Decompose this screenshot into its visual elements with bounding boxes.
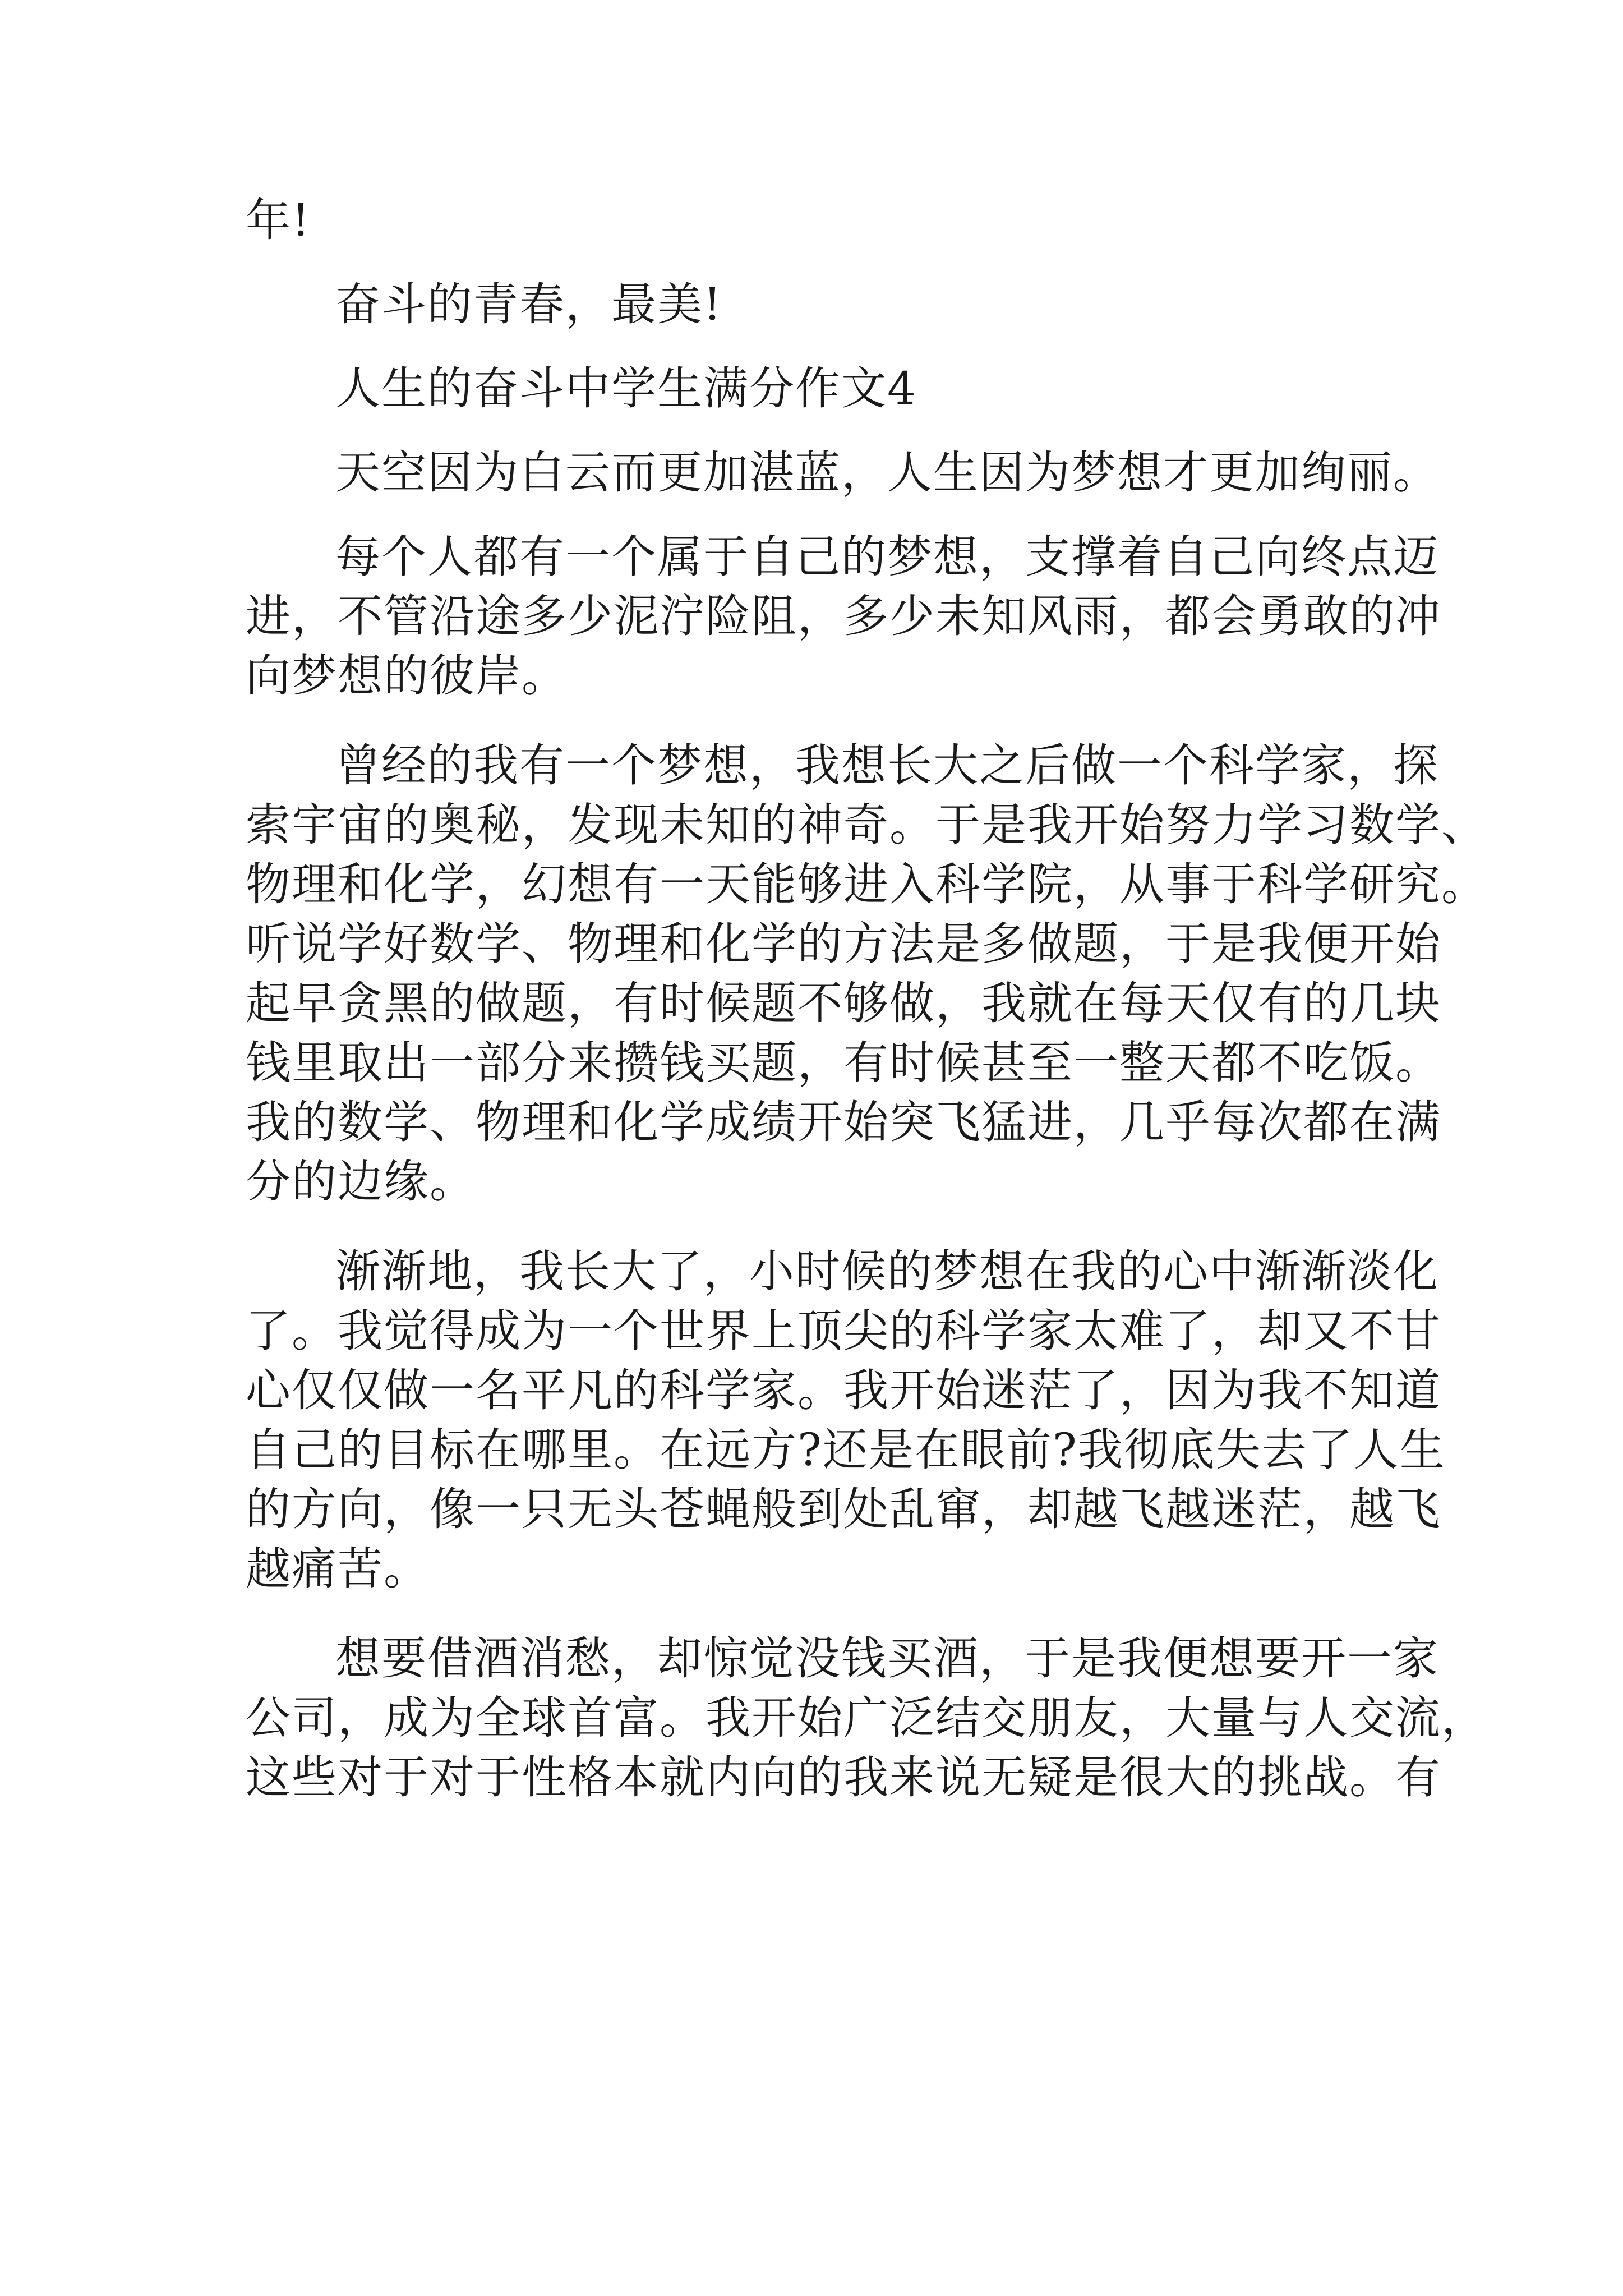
text-line: 天空因为白云而更加湛蓝，人生因为梦想才更加绚丽。 xyxy=(335,447,1439,499)
document-body xyxy=(246,191,1487,1807)
text-line: 钱里取出一部分来攒钱买题，有时候甚至一整天都不吃饭。 xyxy=(246,1037,1441,1089)
text-line: 奋斗的青春，最美! xyxy=(335,278,723,330)
section-heading: 人生的奋斗中学生满分作文4 xyxy=(335,362,917,415)
text-line: 这些对于对于性格本就内向的我来说无疑是很大的挑战。有 xyxy=(246,1751,1441,1803)
text-line: 公司，成为全球首富。我开始广泛结交朋友，大量与人交流， xyxy=(246,1692,1487,1744)
text-line: 索宇宙的奥秘，发现未知的神奇。于是我开始努力学习数学、 xyxy=(246,799,1487,851)
text-line: 我的数学、物理和化学成绩开始突飞猛进，几乎每次都在满 xyxy=(246,1096,1441,1148)
text-line: 向梦想的彼岸。 xyxy=(246,650,568,702)
text-line: 曾经的我有一个梦想，我想长大之后做一个科学家，探 xyxy=(335,739,1439,792)
text-line: 了。我觉得成为一个世界上顶尖的科学家太难了，却又不甘 xyxy=(246,1305,1441,1357)
text-line: 渐渐地，我长大了，小时候的梦想在我的心中渐渐淡化 xyxy=(335,1245,1439,1297)
text-line: 想要借酒消愁，却惊觉没钱买酒，于是我便想要开一家 xyxy=(335,1632,1439,1685)
text-line: 进，不管沿途多少泥泞险阻，多少未知风雨，都会勇敢的冲 xyxy=(246,590,1441,642)
text-line: 越痛苦。 xyxy=(246,1543,430,1595)
text-line: 心仅仅做一名平凡的科学家。我开始迷茫了，因为我不知道 xyxy=(246,1364,1441,1416)
text-line: 物理和化学，幻想有一天能够进入科学院，从事于科学研究。 xyxy=(246,858,1487,910)
text-line: 分的边缘。 xyxy=(246,1156,476,1208)
text-line: 的方向，像一只无头苍蝇般到处乱窜，却越飞越迷茫，越飞 xyxy=(246,1483,1441,1535)
text-line: 自己的目标在哪里。在远方?还是在眼前?我彻底失去了人生 xyxy=(246,1424,1446,1476)
text-line: 每个人都有一个属于自己的梦想，支撑着自己向终点迈 xyxy=(335,531,1439,583)
text-line: 起早贪黑的做题，有时候题不够做，我就在每天仅有的几块 xyxy=(246,977,1441,1029)
text-line: 听说学好数学、物理和化学的方法是多做题，于是我便开始 xyxy=(246,918,1441,970)
text-line: 年! xyxy=(246,194,311,246)
